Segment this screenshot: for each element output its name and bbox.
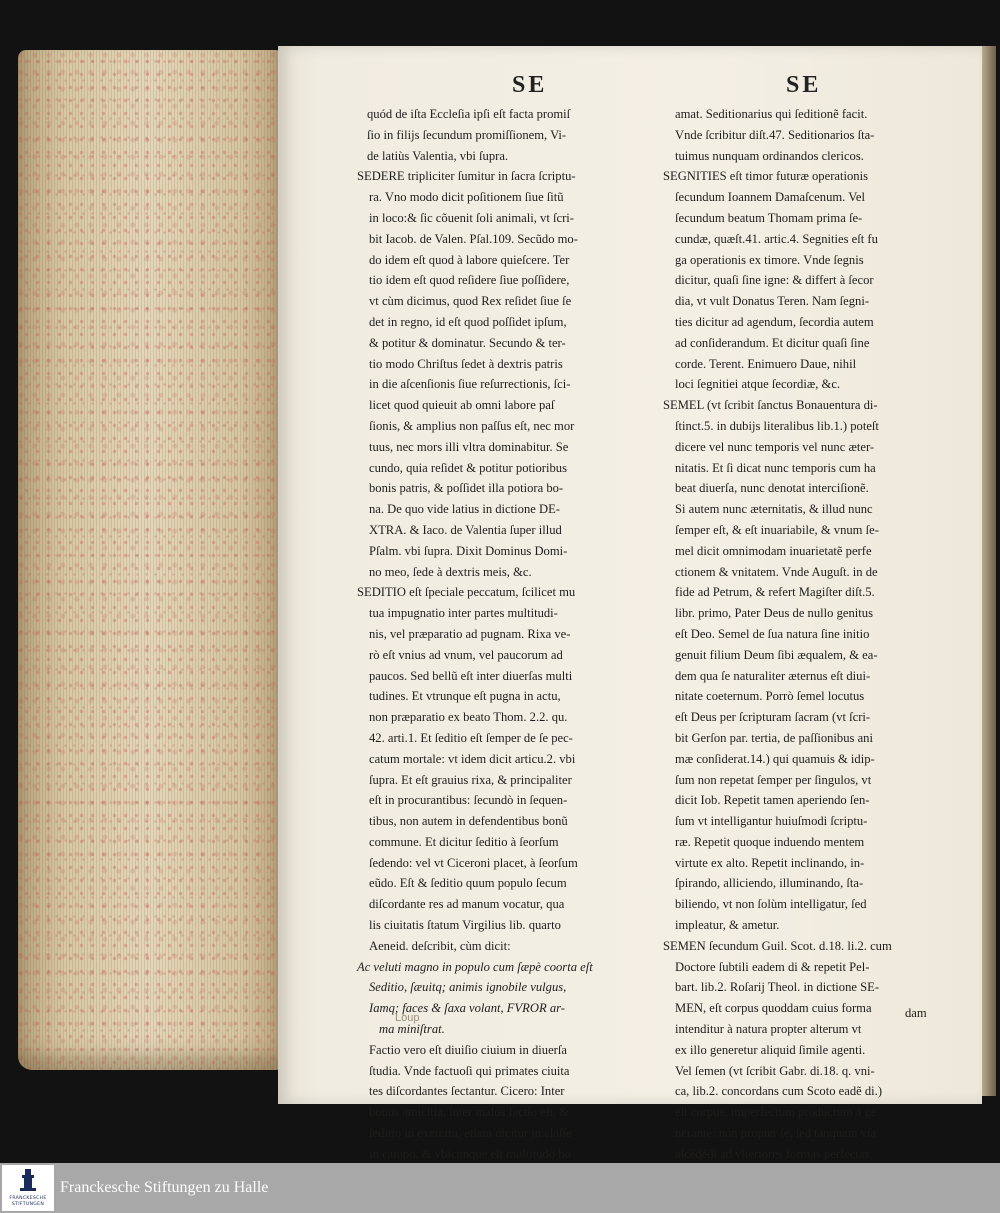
- text-line: commune. Et dicitur ſeditio à ſeorſum: [369, 834, 559, 849]
- text-line: in campo, & vbicunque eſt multitudo ho: [369, 1146, 571, 1161]
- text-line: tes diſcordantes ſectantur. Cicero: Inter: [369, 1084, 565, 1099]
- text-line: non præparatio ex beato Thom. 2.2. qu.: [369, 710, 568, 725]
- text-line: Si autem nunc æternitatis, & illud nunc: [675, 502, 873, 517]
- text-line: ties dicitur ad agendum, ſecordia autem: [675, 314, 874, 329]
- text-line: ad conſiderandum. Et dicitur quaſi ſine: [675, 335, 870, 350]
- book-fore-edge: [18, 50, 280, 1070]
- text-line: SEDITIO eſt ſpeciale peccatum, ſcilicet mu: [357, 585, 576, 600]
- text-line: bit Gerſon par. tertia, de paſſionibus ani: [675, 730, 873, 745]
- text-line: ſecundum Ioannem Damaſcenum. Vel: [675, 190, 866, 205]
- text-line: cundæ, quæſt.41. artic.4. Segnities eſt fu: [675, 231, 878, 246]
- text-line: amat. Seditionarius qui ſeditionẽ facit.: [675, 107, 868, 121]
- text-line: eſt Deo. Semel de ſua natura ſine initio: [675, 626, 870, 641]
- text-line: licet quod quieuit ab omni labore paſ: [369, 398, 555, 413]
- logo-text-line1: FRANCKESCHE: [9, 1196, 47, 1201]
- text-line: impleatur, & ametur.: [675, 918, 780, 933]
- book-edge-right: [982, 46, 996, 1096]
- text-line: ra. Vno modo dicit poſitionem ſiue ſitũ: [369, 190, 564, 205]
- text-line: ſio in filijs ſecundum promiſſionem, Vi-: [367, 127, 567, 142]
- text-line: genuit filium Deum ſibi æqualem, & ea-: [675, 647, 878, 662]
- text-line: dicit Iob. Repetit tamen aperiendo ſen-: [675, 793, 870, 808]
- text-line: XTRA. & Iaco. de Valentia ſuper illud: [369, 522, 562, 537]
- text-line: Ac veluti magno in populo cum ſæpè coorta eſt: [357, 959, 593, 974]
- text-line: tuimus nunquam ordinandos clericos.: [675, 148, 864, 163]
- text-line: paucos. Sed bellũ eſt inter diuerſas multi: [369, 668, 573, 683]
- text-line: tio modo Chriſtus ſedet à dextris patris: [369, 356, 563, 371]
- text-line: virtute ex alto. Repetit inclinando, in-: [675, 855, 865, 870]
- text-line: loci ſegnitiei atque ſecordiæ, &c.: [675, 377, 841, 392]
- text-line: corde. Terent. Enimuero Daue, nihil: [675, 356, 857, 371]
- text-line: diſcordante res ad manum vocatur, qua: [369, 897, 565, 912]
- text-line: ſeditio in exercitu, etiam dicitur in claſſe: [369, 1126, 572, 1141]
- text-line: ſtinct.5. in dubijs literalibus lib.1.) poteſt: [675, 418, 879, 433]
- text-line: Vel ſemen (vt ſcribit Gabr. di.18. q. vni-: [675, 1063, 875, 1078]
- text-line: tudines. Et vtrunque eſt pugna in actu,: [369, 689, 561, 704]
- text-line: fide ad Petrum, & refert Magiſter diſt.5.: [675, 585, 875, 600]
- text-line: det in regno, id eſt quod poſſidet ipſum,: [369, 314, 567, 329]
- text-line: tua impugnatio inter partes multitudi-: [369, 606, 558, 621]
- text-line: ſedendo: vel vt Ciceroni placet, à ſeorſum: [369, 855, 578, 870]
- logo-text-line2: STIFTUNGEN: [11, 1202, 45, 1207]
- text-line: bonos amicitia, inter malos factio eſt, &: [369, 1105, 570, 1120]
- text-line: ſum non repetat ſemper per ſingulos, vt: [675, 772, 872, 787]
- text-line: bart. lib.2. Roſarij Theol. in dictione SE-: [675, 980, 880, 995]
- text-line: bit Iacob. de Valen. Pſal.109. Secũdo mo-: [369, 231, 578, 246]
- text-line: Iamq; faces & ſaxa volant, FVROR ar-: [369, 1001, 565, 1016]
- text-line: ſum vt intelligantur huiuſmodi ſcriptu-: [675, 814, 868, 829]
- text-line: ex illo generetur aliquid ſimile agenti.: [675, 1042, 866, 1057]
- text-line: Factio vero eſt diuiſio ciuium in diuerſa: [369, 1042, 567, 1057]
- text-line: quód de iſta Eccleſia ipſi eſt facta promiſ: [367, 107, 571, 121]
- institution-name: Franckesche Stiftungen zu Halle: [60, 1179, 269, 1196]
- text-line: catum mortale: vt idem dicit articu.2. vbi: [369, 751, 576, 766]
- text-line: cundo, quia reſidet & potitur potioribus: [369, 460, 567, 475]
- text-line: Seditio, ſæuitq; animis ignobile vulgus,: [369, 980, 567, 995]
- text-line: lis ciuitatis ſtatum Virgilius lib. quarto: [369, 918, 561, 933]
- text-line: no meo, ſede à dextris meis, &c.: [369, 564, 532, 579]
- text-line: eſt in procurantibus: ſecundò in ſequen-: [369, 793, 568, 808]
- text-line: beat diuerſa, nunc denotat interciſionẽ.: [675, 481, 869, 496]
- text-line: Doctore ſubtili eadem di & repetit Pel-: [675, 959, 870, 974]
- text-line: ſecundum beatum Thomam prima ſe-: [675, 210, 863, 225]
- text-line: nitate coeternum. Porrò ſemel locutus: [675, 689, 865, 704]
- text-line: intenditur à natura propter alterum vt: [675, 1022, 862, 1037]
- text-line: de latiùs Valentia, vbi ſupra.: [367, 148, 509, 163]
- text-line: dia, vt vult Donatus Teren. Nam ſegni-: [675, 294, 870, 309]
- text-line: tibus, non autem in defendentibus bonũ: [369, 814, 568, 829]
- text-line: na. De quo vide latius in dictione DE-: [369, 502, 560, 517]
- franckesche-emblem-icon: [20, 1169, 36, 1191]
- text-line: mæ conſiderat.14.) qui quamuis & idip-: [675, 751, 875, 766]
- running-head-right: SE: [786, 72, 822, 98]
- text-line: dicere vel nunc temporis vel nunc æter-: [675, 439, 875, 454]
- text-line: eſt Deus per ſcripturam ſacram (vt ſcri-: [675, 710, 871, 725]
- text-line: MEN, eſt corpus quoddam cuius forma: [675, 1001, 872, 1016]
- text-line: ſtudia. Vnde factuoſi qui primates ciuita: [369, 1063, 570, 1078]
- text-line: SEMEN ſecundum Guil. Scot. d.18. li.2. cum: [663, 938, 892, 953]
- footer-bar: [0, 1163, 1000, 1213]
- institution-logo[interactable]: [2, 1165, 54, 1211]
- text-line: libr. primo, Pater Deus de nullo genitus: [675, 606, 873, 621]
- text-line: ſionis, & amplius non paſſus eſt, nec mor: [369, 418, 575, 433]
- text-line: eſt corpus, imperfectum productum à ge: [675, 1105, 877, 1120]
- text-line: & potitur & dominatur. Secundo & ter-: [369, 335, 566, 350]
- text-line: dem qua ſe naturaliter æternus eſt diui-: [675, 668, 871, 683]
- text-line: biliendo, vt non ſolùm intelligatur, ſed: [675, 897, 867, 912]
- text-line: Vnde ſcribitur diſt.47. Seditionarios ſta-: [675, 127, 875, 142]
- text-line: ga operationis ex timore. Vnde ſegnis: [675, 252, 864, 267]
- text-line: ſupra. Et eſt grauius rixa, & principaliter: [369, 772, 572, 787]
- text-line: 42. arti.1. Et ſeditio eſt ſemper de ſe pec-: [369, 730, 573, 745]
- catchword: dam: [905, 1006, 927, 1020]
- text-line: ma miniſtrat.: [379, 1022, 445, 1037]
- text-line: tio idem eſt quod reſidere ſiue poſſidere,: [369, 273, 570, 288]
- text-line: ſpirando, alliciendo, illuminando, ſta-: [675, 876, 864, 891]
- text-line: bonis patris, & poſſidet illa potiora bo-: [369, 481, 564, 496]
- text-line: ræ. Repetit quoque induendo mentem: [675, 834, 865, 849]
- text-line: aſcẽdẽdi ad vlteriores formas perfectas.: [675, 1146, 873, 1161]
- running-head-left: SE: [512, 72, 548, 98]
- text-line: ſemper eſt, & eſt inuariabile, & vnum ſe-: [675, 522, 879, 537]
- text-line: in die aſcenſionis ſiue reſurrectionis, ſci-: [369, 377, 571, 392]
- text-line: ctionem & vnitatem. Vnde Auguſt. in de: [675, 564, 878, 579]
- library-mark: Loup: [395, 1012, 420, 1024]
- text-line: vt cùm dicimus, quod Rex reſidet ſiue ſe: [369, 294, 572, 309]
- text-line: ca, lib.2. concordans cum Scoto eadẽ di.): [675, 1084, 883, 1099]
- text-line: mel dicit omnimodam inuarietatẽ perfe: [675, 543, 872, 558]
- text-line: SEMEL (vt ſcribit ſanctus Bonauentura di-: [663, 398, 878, 413]
- text-line: tuus, nec mors illi vltra dominabitur. Se: [369, 439, 569, 454]
- text-line: Pſalm. vbi ſupra. Dixit Dominus Domi-: [369, 543, 568, 558]
- text-line: rò eſt vnius ad vnum, vel paucorum ad: [369, 647, 563, 662]
- text-line: SEGNITIES eſt timor futuræ operationis: [663, 169, 868, 184]
- text-line: SEDERE tripliciter ſumitur in ſacra ſcriptu-: [357, 169, 576, 184]
- text-line: eũdo. Eſt & ſeditio quum populo ſecum: [369, 876, 567, 891]
- text-column-right: [663, 104, 949, 1185]
- text-line: Aeneid. deſcribit, cùm dicit:: [369, 938, 511, 953]
- text-line: nis, vel præparatio ad pugnam. Rixa ve-: [369, 626, 571, 641]
- text-line: do idem eſt quod à labore quieſcere. Ter: [369, 252, 570, 267]
- text-line: dicitur, quaſi ſine igne: & differt à ſecor: [675, 273, 874, 288]
- text-line: in loco:& ſic cõuenit ſoli animali, vt ſcri-: [369, 210, 574, 225]
- text-line: nitatis. Et ſi dicat nunc temporis cum ha: [675, 460, 876, 475]
- text-line: nerante: non propter ſe, ſed tanquam via: [675, 1126, 877, 1141]
